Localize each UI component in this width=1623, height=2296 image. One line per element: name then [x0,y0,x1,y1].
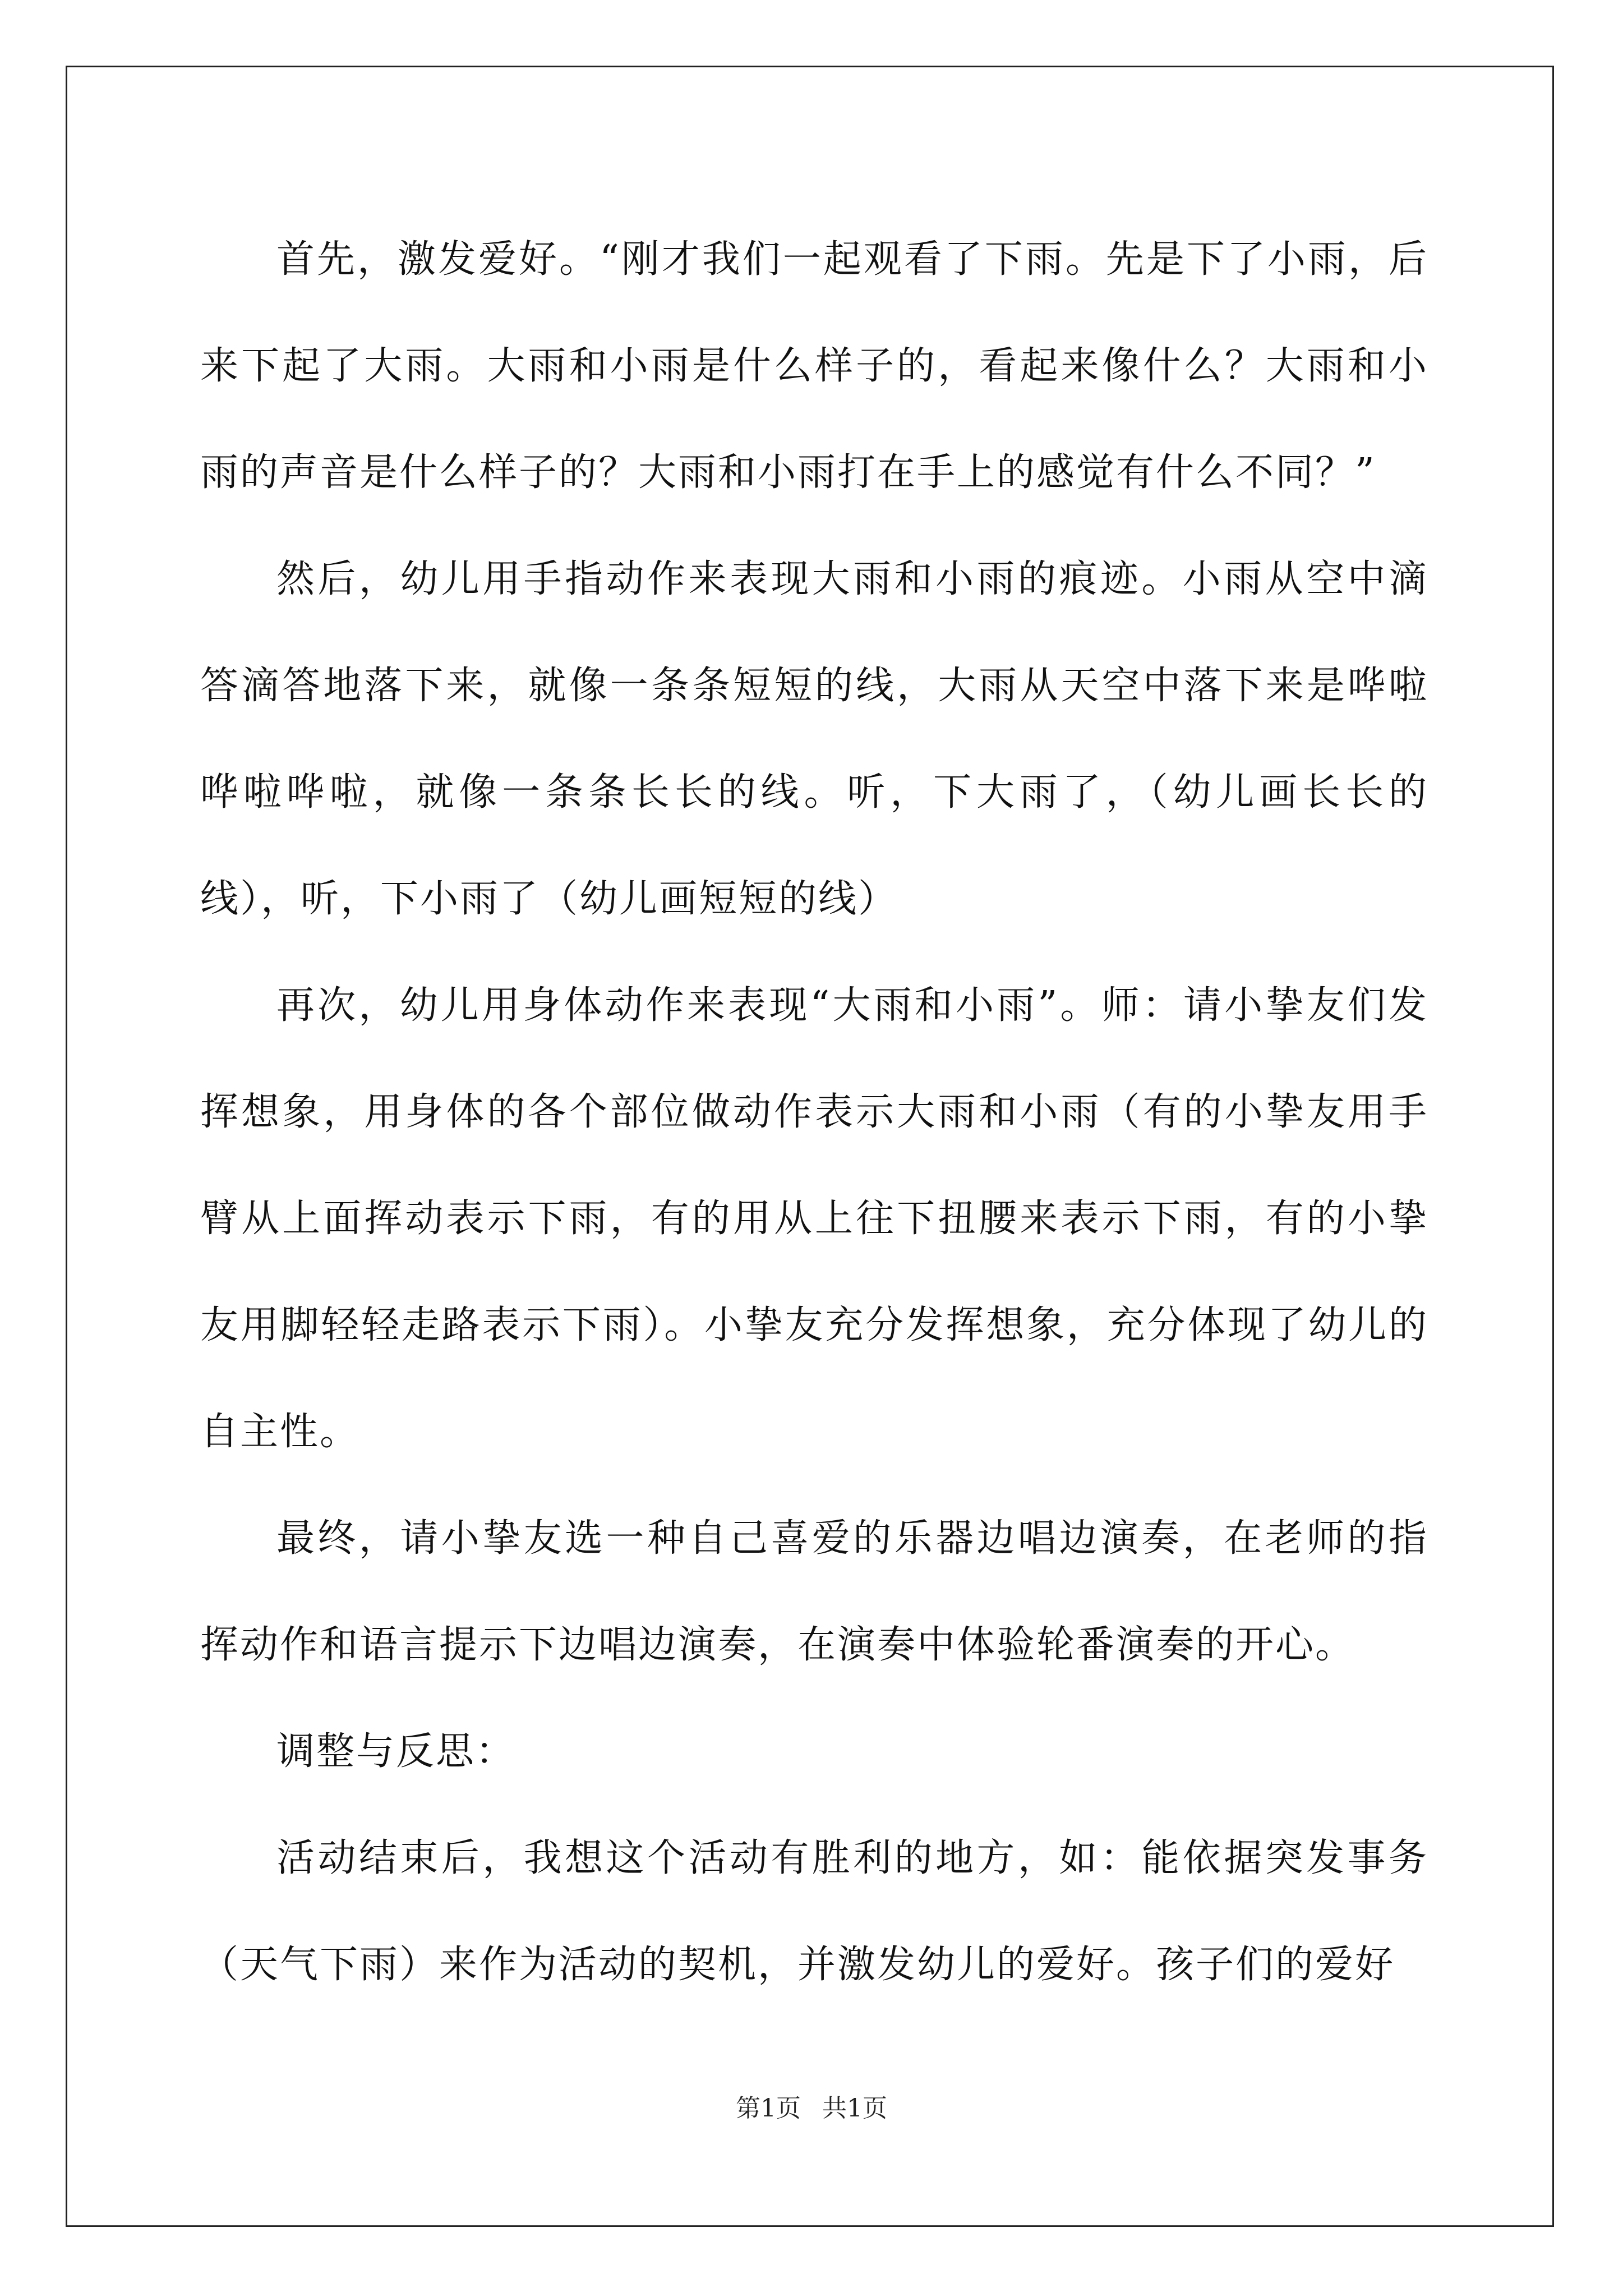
paragraph-4: 最终，请小挚友选一种自己喜爱的乐器边唱边演奏，在老师的指挥动作和语言提示下边唱边演奏，在演奏中体验轮番演奏的开心。 [200,1516,1428,1667]
page-number: 第1页 [736,2094,801,2123]
paragraph-3: 再次，幼儿用身体动作来表现“大雨和小雨”。师：请小挚友们发挥想象，用身体的各个部位做动作表示大雨和小雨（有的小挚友用手臂从上面挥动表示下雨，有的用从上往下扭腰来表示下雨，有的小挚友用脚轻轻走路表示下雨）。小挚友充分发挥想象，充分体现了幼儿的自主性。 [200,983,1428,1454]
paragraph-5-heading: 调整与反思： [276,1729,516,1774]
paragraph-1: 首先，激发爱好。“刚才我们一起观看了下雨。先是下了小雨，后来下起了大雨。大雨和小雨是什么样子的，看起来像什么？大雨和小雨的声音是什么样子的？大雨和小雨打在手上的感觉有什么不同？” [200,237,1428,495]
document-body [200,206,1428,2018]
paragraph-2: 然后，幼儿用手指动作来表现大雨和小雨的痕迹。小雨从空中滴答滴答地落下来，就像一条条短短的线，大雨从天空中落下来是哗啦哗啦哗啦，就像一条条长长的线。听，下大雨了，（幼儿画长长的线），听，下小雨了（幼儿画短短的线） [200,557,1428,921]
page-total: 共1页 [822,2094,887,2123]
page-footer [0,2088,1623,2124]
paragraph-6: 活动结束后，我想这个活动有胜利的地方，如：能依据突发事务（天气下雨）来作为活动的契机，并激发幼儿的爱好。孩子们的爱好 [200,1836,1428,1987]
